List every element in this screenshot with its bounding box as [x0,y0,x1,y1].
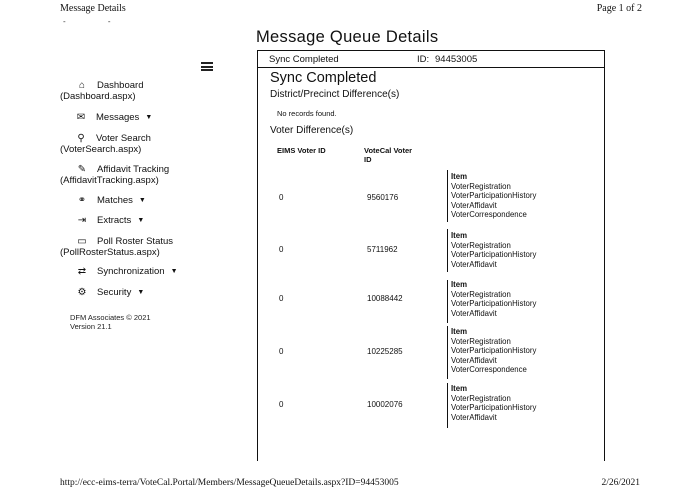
sidebar-item-label: Matches [97,195,133,206]
poll-roster-icon: ▭ [77,236,87,247]
eims-voter-id: 0 [279,347,284,356]
sidebar-item-sub: (PollRosterStatus.aspx) [60,247,160,258]
chevron-down-icon: ▼ [145,114,153,121]
eims-voter-id: 0 [279,193,284,202]
item-label: Item [451,172,468,181]
votecal-voter-id: 10002076 [367,400,403,409]
message-details-panel [257,50,605,461]
sync-icon: ⇄ [77,266,87,277]
item: VoterParticipationHistory [451,346,537,356]
version-text: Version 21.1 [70,322,112,331]
decorative-dashes: - - [63,17,131,26]
item-list [451,384,536,422]
affidavit-icon: ✎ [77,164,87,175]
item: VoterRegistration [451,393,511,403]
chevron-down-icon: ▼ [138,197,146,204]
security-icon: ⚙ [77,287,87,298]
item: VoterParticipationHistory [451,191,537,201]
chevron-down-icon: ▼ [170,268,178,275]
row-divider [447,326,448,379]
menu-toggle-icon[interactable] [201,62,213,71]
item: VoterCorrespondence [451,365,527,375]
item: VoterAffidavit [451,412,497,422]
row-divider [447,229,448,272]
sidebar-item-sub: (VoterSearch.aspx) [60,144,142,155]
no-records-text: No records found. [277,109,337,118]
row-divider [447,383,448,428]
votecal-voter-id: 10225285 [367,347,403,356]
id-label: ID: [417,54,430,65]
item: VoterParticipationHistory [451,299,537,309]
search-icon: ⚲ [77,133,85,144]
sidebar-item-label: Dashboard [97,80,144,91]
item-label: Item [451,384,468,393]
item-list [451,327,536,375]
sidebar-item-label: Synchronization [97,266,165,277]
sidebar-item-label: Extracts [97,215,132,226]
sidebar-item-extracts[interactable] [60,215,144,226]
sidebar-item-security[interactable] [60,287,144,298]
sidebar-item-label: Security [97,287,132,298]
chevron-down-icon: ▼ [137,217,145,224]
column-header-eims: EIMS Voter ID [277,146,326,155]
item-list [451,280,536,318]
page-title: Message Queue Details [256,28,439,46]
copyright-text: DFM Associates © 2021 [70,313,151,322]
sidebar-item-label: Voter Search [96,133,151,144]
sidebar-footer [70,313,151,331]
votecal-voter-id: 10088442 [367,294,403,303]
sidebar-item-label: Messages [96,112,140,123]
item: VoterRegistration [451,289,511,299]
panel-header [258,51,604,68]
extracts-icon: ⇥ [77,215,87,226]
sidebar-item-affidavit-tracking[interactable] [60,164,169,186]
item-list [451,231,536,269]
item: VoterAffidavit [451,200,497,210]
district-heading: District/Precinct Difference(s) [270,89,400,100]
sidebar-item-poll-roster-status[interactable] [60,236,173,258]
print-footer-url: http://ecc-eims-terra/VoteCal.Portal/Members/MessageQueueDetails.aspx?ID=94453005 [60,478,399,488]
votecal-voter-id: 5711962 [367,245,398,254]
sidebar-item-voter-search[interactable] [60,133,151,155]
item-label: Item [451,280,468,289]
id-value: 94453005 [435,54,478,65]
item: VoterAffidavit [451,355,497,365]
sidebar-item-synchronization[interactable] [60,266,178,277]
row-divider [447,170,448,222]
item: VoterRegistration [451,336,511,346]
print-header-page: Page 1 of 2 [596,3,642,14]
panel-status: Sync Completed [269,54,339,65]
voter-heading: Voter Difference(s) [270,125,354,136]
sidebar-item-sub: (Dashboard.aspx) [60,91,136,102]
item-label: Item [451,327,468,336]
sidebar-item-dashboard[interactable] [60,80,143,102]
sidebar-item-label: Affidavit Tracking [97,164,170,175]
sync-heading: Sync Completed [270,70,377,86]
item: VoterRegistration [451,240,511,250]
item: VoterAffidavit [451,308,497,318]
item: VoterRegistration [451,181,511,191]
row-divider [447,280,448,323]
sidebar-item-sub: (AffidavitTracking.aspx) [60,175,159,186]
home-icon: ⌂ [78,80,86,91]
messages-icon: ✉ [76,112,86,123]
sidebar-item-messages[interactable] [60,112,152,123]
sidebar-item-label: Poll Roster Status [97,236,174,247]
item: VoterAffidavit [451,259,497,269]
matches-icon: ⚭ [77,195,87,206]
item-list [451,172,536,220]
sidebar-item-matches[interactable] [60,195,146,206]
print-footer-date: 2/26/2021 [601,478,640,488]
column-header-votecal: VoteCal Voter ID [364,146,413,164]
eims-voter-id: 0 [279,245,284,254]
item-label: Item [451,231,468,240]
item: VoterParticipationHistory [451,250,537,260]
eims-voter-id: 0 [279,294,284,303]
eims-voter-id: 0 [279,400,284,409]
votecal-voter-id: 9560176 [367,193,399,202]
item: VoterCorrespondence [451,210,527,220]
print-header-title: Message Details [60,3,126,14]
item: VoterParticipationHistory [451,403,537,413]
chevron-down-icon: ▼ [137,289,145,296]
